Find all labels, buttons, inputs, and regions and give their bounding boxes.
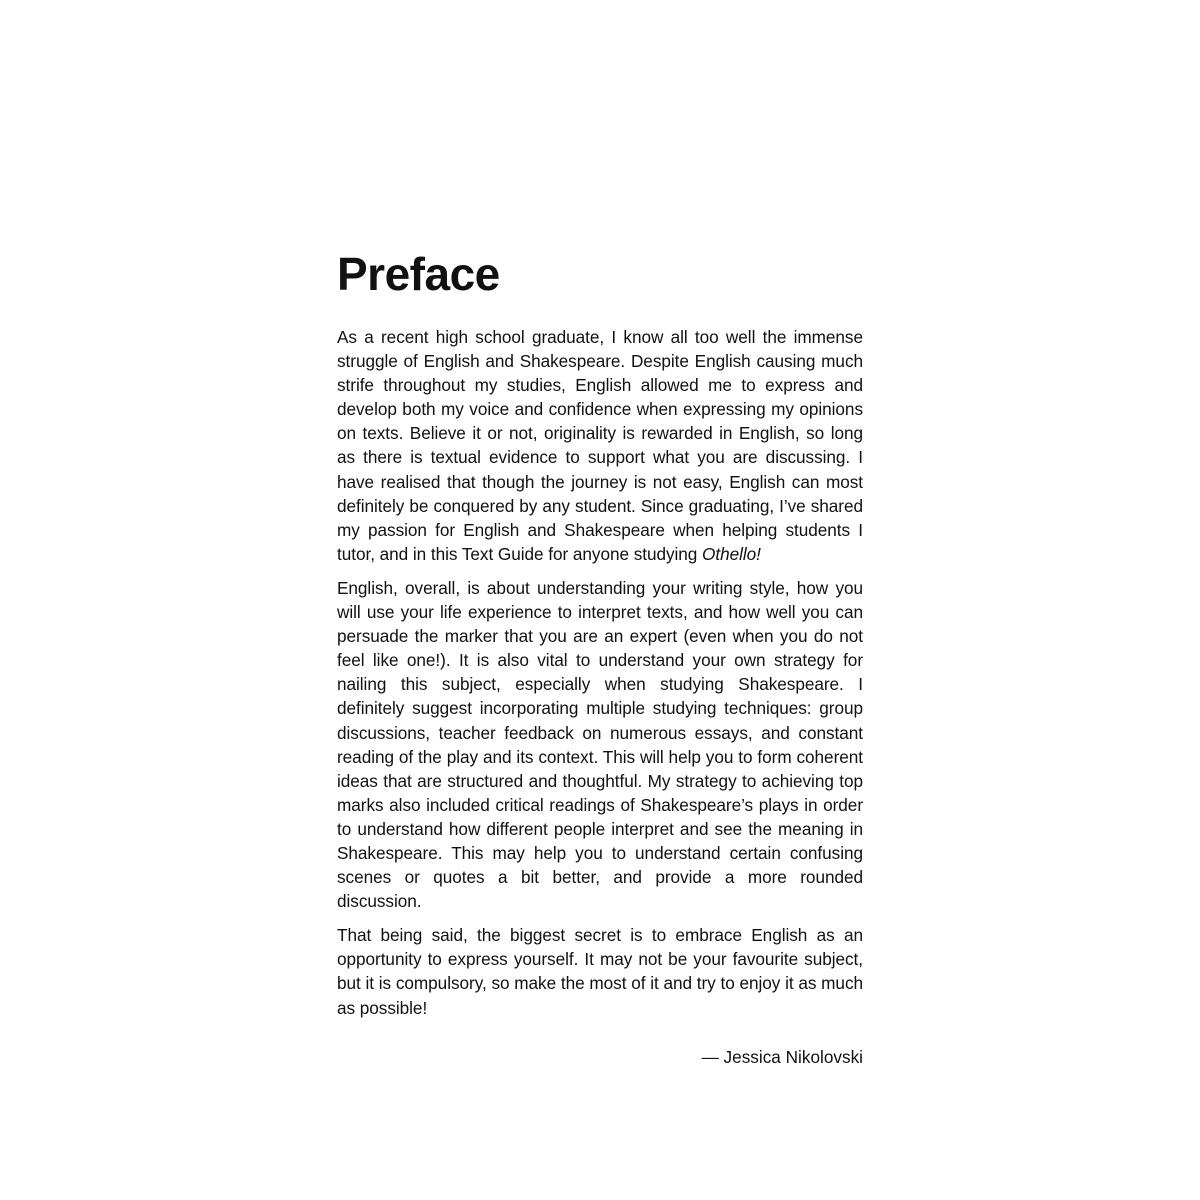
paragraph-2 bbox=[337, 576, 863, 913]
book-title-othello: Othello! bbox=[702, 543, 761, 564]
preface-page bbox=[337, 248, 863, 1069]
paragraph-3 bbox=[337, 923, 863, 1019]
paragraph-1 bbox=[337, 325, 863, 566]
paragraph-1-text: As a recent high school graduate, I know all too well the immense struggle of English and Shakespeare. Despite English causing much strife throughout my studies, English allowed me to express and develop both my voice and confidence when expressing my opinions on texts. Believe it or not, originality is rewarded in English, so long as there is textual evidence to support what you are discussing. I have realised that though the journey is not easy, English can most definitely be conquered by any student. Since graduating, I’ve shared my passion for English and Shakespeare when helping students I tutor, and in this Text Guide for anyone studying bbox=[337, 327, 863, 564]
page-title: Preface bbox=[337, 248, 500, 300]
author-signature: — Jessica Nikolovski bbox=[701, 1046, 863, 1067]
paragraph-2-text: English, overall, is about understanding your writing style, how you will use your life experience to interpret texts, and how well you can persuade the marker that you are an expert (even when you do not feel like one!). It is also vital to understand your own strategy for nailing this subject, especially when studying Shakespeare. I definitely suggest incorporating multiple studying techniques: group discussions, teacher feedback on numerous essays, and constant reading of the play and its context. This will help you to form coherent ideas that are structured and thoughtful. My strategy to achieving top marks also included critical readings of Shakespeare’s plays in order to understand how different people interpret and see the meaning in Shakespeare. This may help you to understand certain confusing scenes or quotes a bit better, and provide a more rounded discussion. bbox=[337, 577, 863, 912]
paragraph-3-text: That being said, the biggest secret is to embrace English as an opportunity to express yourself. It may not be your favourite subject, but it is compulsory, so make the most of it and try to enjoy it as much as possible! bbox=[337, 925, 863, 1018]
